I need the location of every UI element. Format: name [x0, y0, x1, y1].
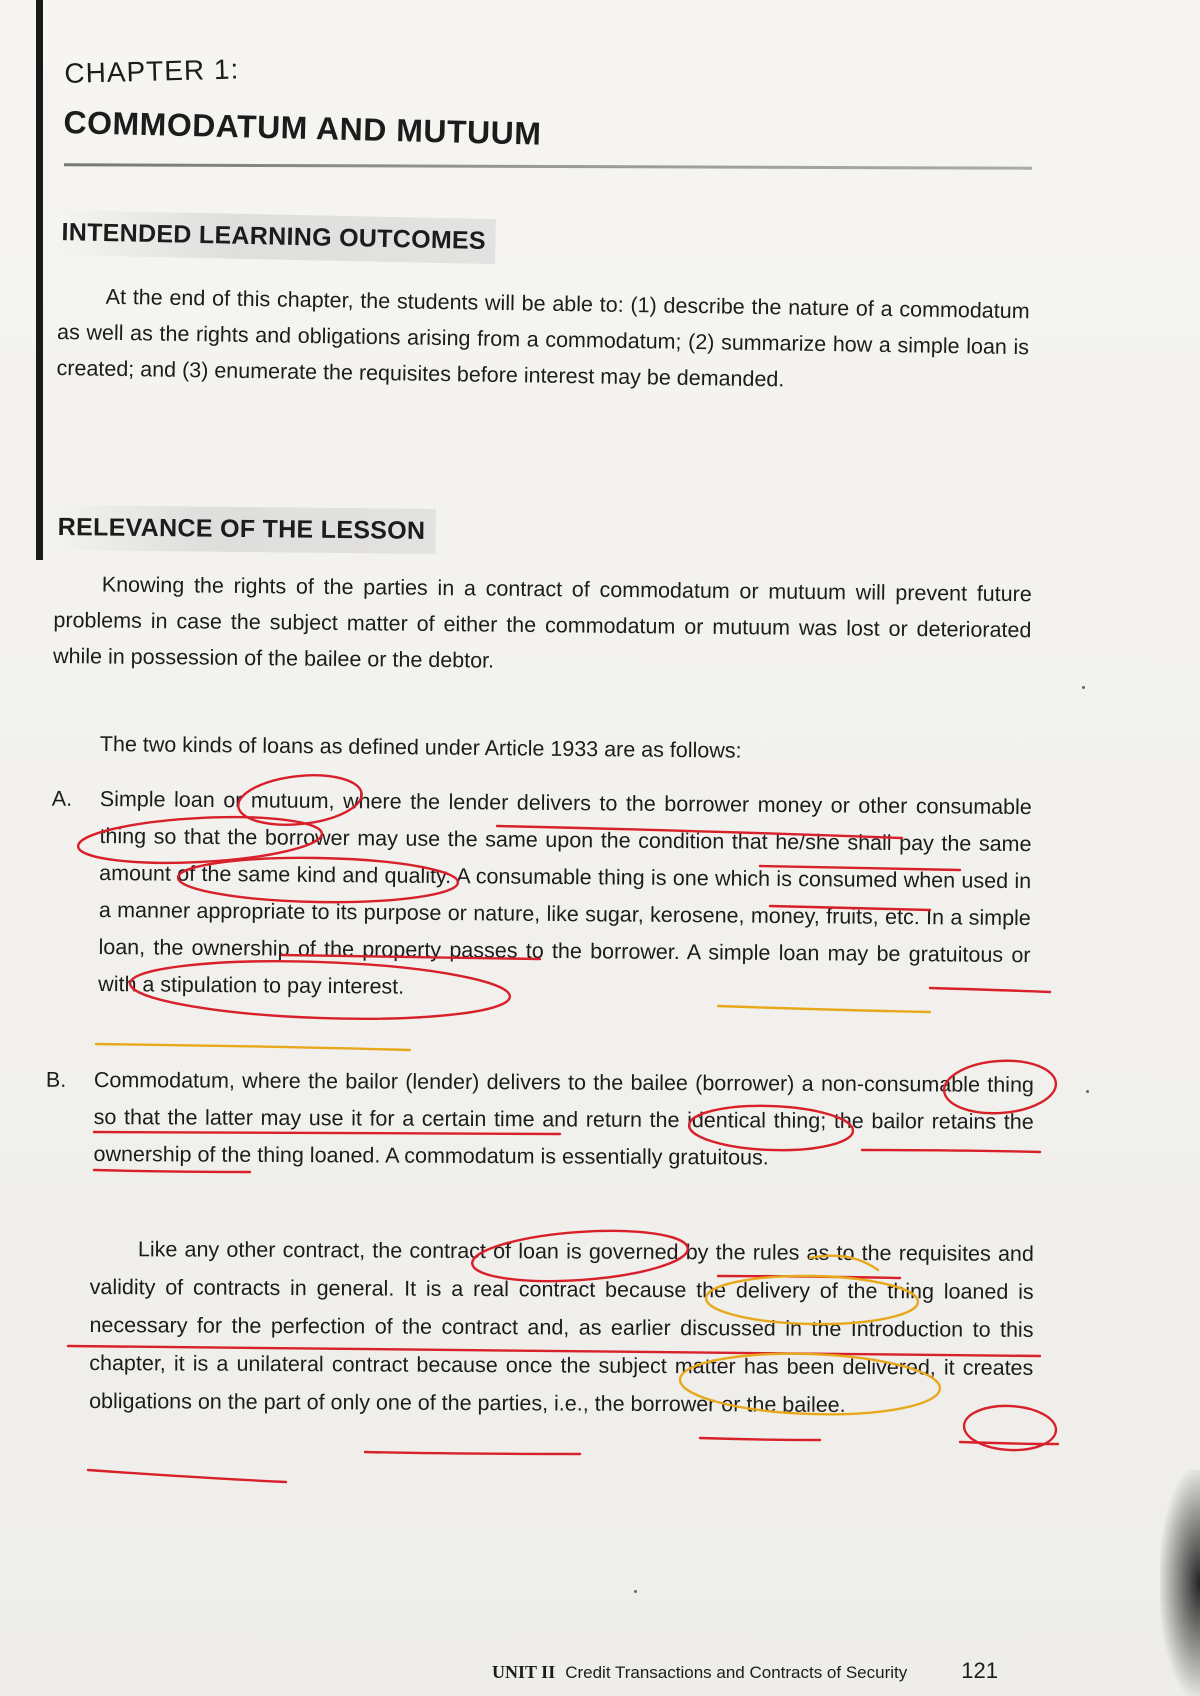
- footer-unit-title: Credit Transactions and Contracts of Security: [565, 1663, 908, 1682]
- page-footer: [492, 1658, 998, 1684]
- speck: [634, 1590, 637, 1593]
- footer-unit: UNIT II: [492, 1662, 556, 1682]
- chapter-title: COMMODATUM AND MUTUUM: [63, 104, 542, 152]
- list-item: [45, 1062, 1034, 1178]
- kinds-intro: The two kinds of loans as defined under Article 1933 are as follows:: [99, 731, 742, 763]
- title-rule: [64, 163, 1032, 169]
- relevance-text: Knowing the rights of the parties in a contract of commodatum or mutuum will prevent future problems in case the subject matter of either the commodatum or mutuum was lost or deteriorated while in possession of the bailee or the debtor.: [52, 572, 1032, 673]
- relevance-heading: RELEVANCE OF THE LESSON: [54, 505, 436, 554]
- contract-paragraph: Like any other contract, the contract of loan is governed by the rules as to the requisites and validity of contracts in general. It is a real contract because the delivery of the thing loaned is necessary for the perfection of the contract and, as earlier discussed in the Introduction to this chapter, it is a unilateral contract because once the subject matter has been delivered, it creates obligations on the part of only one of the parties, i.e., the borrower or the bailee.: [89, 1237, 1034, 1417]
- speck: [1082, 686, 1085, 689]
- underline-only-end: [960, 1442, 1058, 1444]
- list-marker: B.: [45, 1067, 67, 1092]
- underline-subject-matter: [365, 1452, 580, 1454]
- underline-part: [700, 1438, 820, 1440]
- list-item: [51, 781, 1032, 1011]
- list-item-text: Simple loan or mutuum, where the lender delivers to the borrower money or other consumable thing so that the borrower may use the same upon the condition that he/she shall pay the same amount of the same kind and quality. A consumable thing is one which is consumed when used in a manner appropriate to its purpose or nature, like sugar, kerosene, money, fruits, etc. In a simple loan, the ownership of the property passes to the borrower. A simple loan may be gratuitous or with a stipulation to pay interest.: [98, 786, 1032, 999]
- list-item-text: Commodatum, where the bailor (lender) delivers to the bailee (borrower) a non-consumable thing so that the latter may use it for a certain time and return the identical thing; the bailor retains the ownership of the thing loaned. A commodatum is essentially gratuitous.: [93, 1067, 1034, 1170]
- chapter-label: CHAPTER 1:: [64, 53, 240, 89]
- underline-one-of-parties: [88, 1470, 286, 1482]
- list-marker: A.: [51, 786, 73, 811]
- speck: [1086, 1090, 1089, 1093]
- page-edge-shadow: [36, 0, 43, 560]
- page-number: 121: [961, 1658, 998, 1683]
- highlight-stipulation: [96, 1044, 410, 1050]
- intended-outcomes-heading: INTENDED LEARNING OUTCOMES: [57, 210, 496, 264]
- thumb-shadow: [1160, 1470, 1200, 1696]
- intended-outcomes-text: At the end of this chapter, the students will be able to: (1) describe the nature of a commodatum as well as the rights and obligations arising from a commodatum; (2) summarize how a simple loan is created; and (3) enumerate the requisites before interest may be demanded.: [56, 284, 1030, 392]
